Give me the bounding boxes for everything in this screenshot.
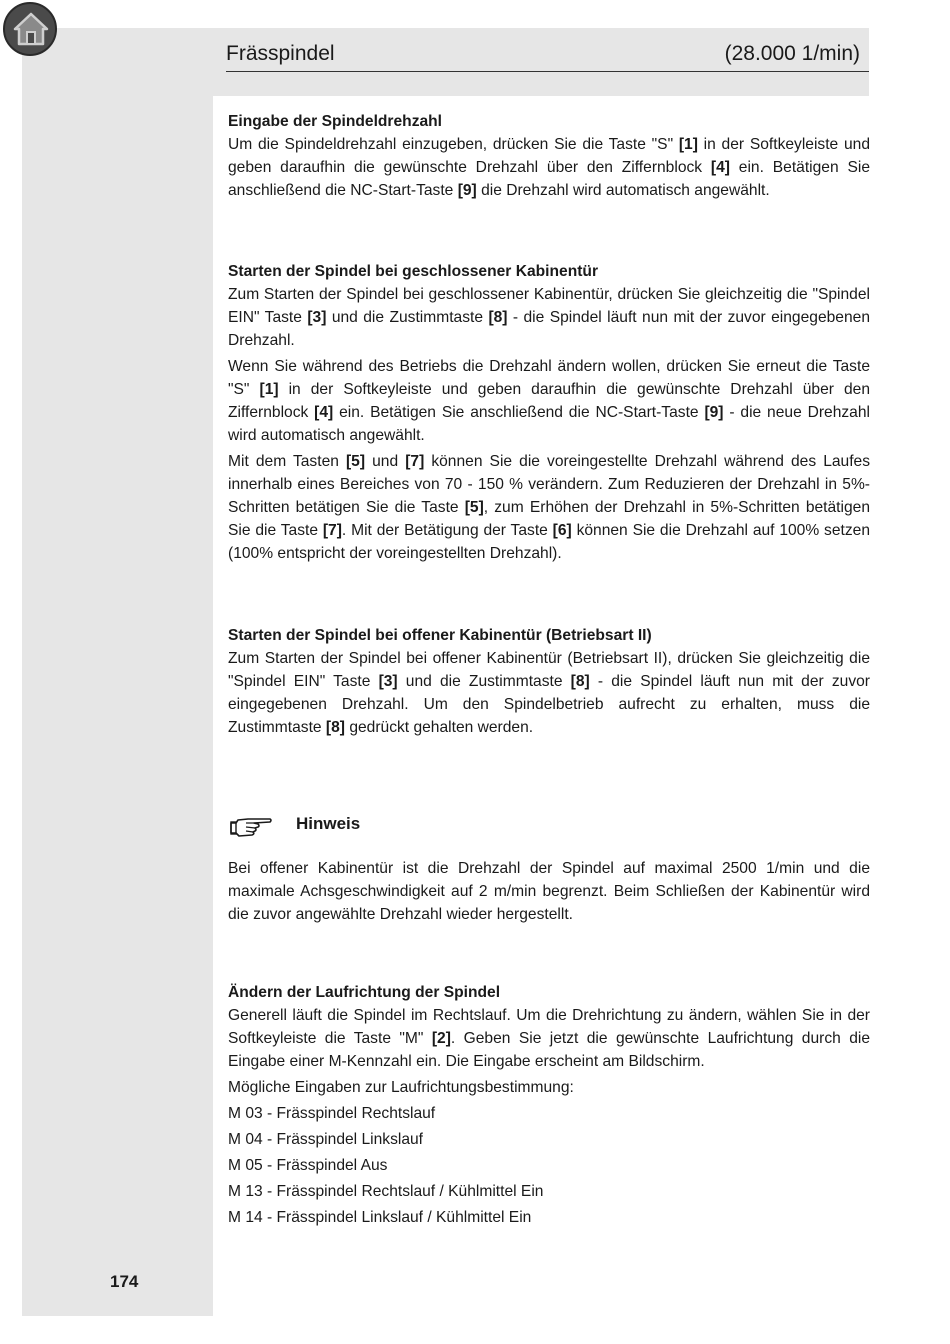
paragraph: Mit dem Tasten [5] und [7] können Sie die voreingestellte Drehzahl während des Laufes innerhalb eines Bereiches von 70 - 150 % verändern. Zum Reduzieren der Drehzahl in 5%-Schritten betätigen Sie die Taste [5], zum Erhöhen der Drehzahl in 5%-Schritten betätigen Sie die Taste [7]. Mit der Betätigung der Taste [6] können Sie die Drehzahl auf 100% setzen (100% entspricht der voreingestellten Drehzahl). bbox=[228, 453, 871, 562]
section-start-closed-door bbox=[228, 260, 870, 568]
note-header bbox=[228, 812, 870, 846]
home-icon bbox=[12, 10, 50, 48]
list-item: M 04 - Frässpindel Linkslauf bbox=[228, 1131, 424, 1148]
paragraph: Zum Starten der Spindel bei geschlossener Kabinentür, drücken Sie gleichzeitig die "Spindel EIN" Taste [3] und die Zustimmtaste [8] - die Spindel läuft nun mit der zuvor eingegebenen Drehzahl. bbox=[228, 286, 870, 349]
paragraph: Mögliche Eingaben zur Laufrichtungsbestimmung: bbox=[228, 1079, 574, 1096]
section-start-open-door bbox=[228, 624, 870, 742]
list-item: M 03 - Frässpindel Rechtslauf bbox=[228, 1105, 436, 1122]
left-margin-band bbox=[22, 28, 213, 1316]
section-spindle-speed-input bbox=[228, 110, 870, 205]
paragraph: Um die Spindeldrehzahl einzugeben, drücken Sie die Taste "S" [1] in der Softkeyleiste und geben daraufhin die gewünschte Drehzahl über den Ziffernblock [4] ein. Betätigen Sie anschließend die NC-Start-Taste [9] die Drehzahl wird automatisch angewählt. bbox=[228, 136, 870, 199]
paragraph: Generell läuft die Spindel im Rechtslauf. Um die Drehrichtung zu ändern, wählen Sie in der Softkeyleiste die Taste "M" [2]. Geben Sie jetzt die gewünschte Laufrichtung durch die Eingabe einer M-Kennzahl ein. Die Eingabe erscheint am Bildschirm. bbox=[228, 1007, 870, 1070]
page-subtitle: (28.000 1/min) bbox=[724, 42, 860, 65]
paragraph: Wenn Sie während des Betriebs die Drehzahl ändern wollen, drücken Sie erneut die Taste "S" [1] in der Softkeyleiste und geben daraufhin die gewünschte Drehzahl über den Ziffernblock [4] ein. Betätigen Sie anschließend die NC-Start-Taste [9] - die neue Drehzahl wird automatisch angewählt. bbox=[228, 358, 870, 444]
section-change-direction bbox=[228, 981, 870, 1232]
paragraph: Zum Starten der Spindel bei offener Kabinentür (Betriebsart II), drücken Sie gleichzeitig die "Spindel EIN" Taste [3] und die Zustimmtaste [8] - die Spindel läuft nun mit der zuvor eingegebenen Drehzahl. Um den Spindelbetrieb aufrecht zu erhalten, muss die Zustimmtaste [8] gedrückt gehalten werden. bbox=[228, 650, 870, 736]
list-item: M 14 - Frässpindel Linkslauf / Kühlmittel Ein bbox=[228, 1209, 532, 1226]
page-number: 174 bbox=[110, 1272, 139, 1291]
note-title: Hinweis bbox=[296, 814, 361, 833]
section-heading: Starten der Spindel bei offener Kabinentür (Betriebsart II) bbox=[228, 627, 652, 644]
header-rule bbox=[226, 71, 869, 72]
note-body bbox=[228, 857, 870, 929]
home-button[interactable] bbox=[3, 2, 57, 56]
paragraph: Bei offener Kabinentür ist die Drehzahl der Spindel auf maximal 2500 1/min und die maximale Achsgeschwindigkeit auf 2 m/min begrenzt. Beim Schließen der Kabinentür wird die zuvor angewählte Drehzahl wieder hergestellt. bbox=[228, 860, 870, 923]
list-item: M 13 - Frässpindel Rechtslauf / Kühlmittel Ein bbox=[228, 1183, 544, 1200]
section-heading: Eingabe der Spindeldrehzahl bbox=[228, 113, 443, 130]
section-heading: Ändern der Laufrichtung der Spindel bbox=[228, 984, 501, 1001]
section-heading: Starten der Spindel bei geschlossener Kabinentür bbox=[228, 263, 599, 280]
pointing-hand-icon bbox=[228, 814, 274, 840]
list-item: M 05 - Frässpindel Aus bbox=[228, 1157, 388, 1174]
page-title: Frässpindel bbox=[226, 42, 335, 65]
